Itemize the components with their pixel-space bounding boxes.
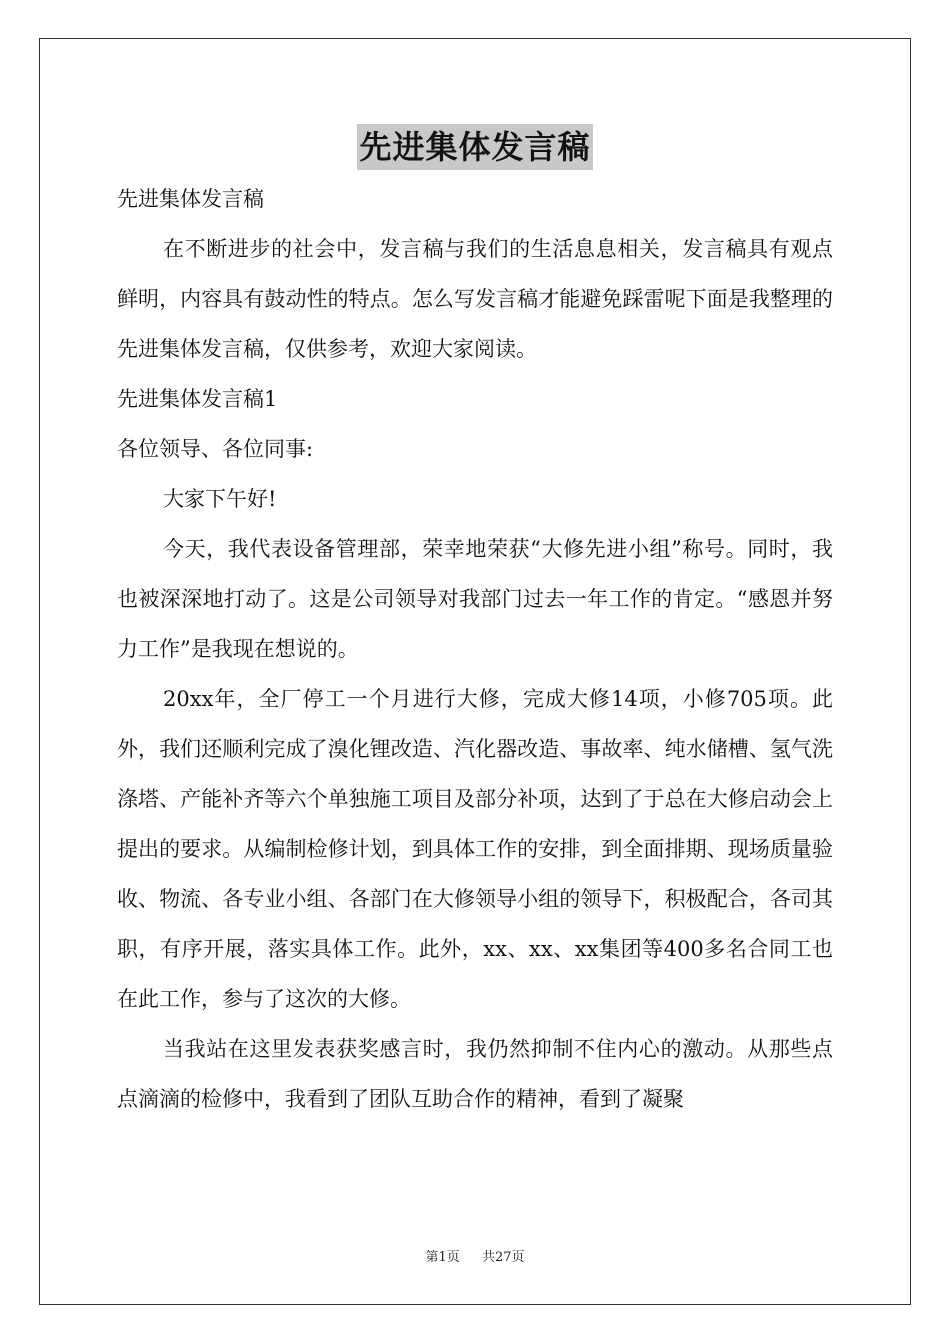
total-pages: 共27页: [481, 1250, 525, 1265]
paragraph: 先进集体发言稿: [117, 187, 264, 211]
paragraph: 当我站在这里发表获奖感言时，我仍然抑制不住内心的激动。从那些点点滴滴的检修中，我看到了团队互助合作的精神，看到了凝聚: [117, 1037, 833, 1111]
paragraph: 先进集体发言稿1: [117, 387, 278, 411]
paragraph: 大家下午好!: [163, 487, 277, 511]
document-body: [117, 174, 833, 1124]
page-footer: [0, 1246, 950, 1265]
paragraph: 20xx年，全厂停工一个月进行大修，完成大修14项，小修705项。此外，我们还顺利完成了溴化锂改造、汽化器改造、事故率、纯水储槽、氢气洗涤塔、产能补齐等六个单独施工项目及部分补项，达到了于总在大修启动会上提出的要求。从编制检修计划，到具体工作的安排，到全面排期、现场质量验收、物流、各专业小组、各部门在大修领导小组的领导下，积极配合，各司其职，有序开展，落实具体工作。此外，xx、xx、xx集团等400多名合同工也在此工作，参与了这次的大修。: [117, 687, 833, 1011]
paragraph: 各位领导、各位同事:: [117, 437, 314, 461]
paragraph: 在不断进步的社会中，发言稿与我们的生活息息相关，发言稿具有观点鲜明，内容具有鼓动性的特点。怎么写发言稿才能避免踩雷呢下面是我整理的先进集体发言稿，仅供参考，欢迎大家阅读。: [117, 237, 833, 361]
document-title-text: 先进集体发言稿: [357, 124, 592, 170]
document-title: [0, 124, 950, 170]
page-number: 第1页: [425, 1250, 460, 1265]
paragraph: 今天，我代表设备管理部，荣幸地荣获“大修先进小组”称号。同时，我也被深深地打动了。这是公司领导对我部门过去一年工作的肯定。“感恩并努力工作”是我现在想说的。: [117, 537, 833, 661]
